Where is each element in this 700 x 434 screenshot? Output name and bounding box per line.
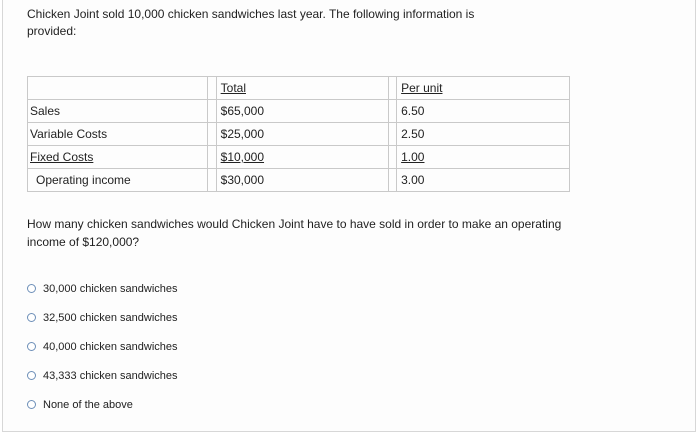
row-total-cell: [216, 146, 388, 169]
row-total: $10,000: [220, 150, 265, 164]
table-row: [28, 146, 570, 169]
row-per-unit: 3.00: [397, 169, 570, 192]
row-per-unit-cell: [397, 146, 570, 169]
answer-options: [27, 274, 178, 419]
row-total: $65,000: [216, 100, 388, 123]
header-per-unit: [397, 77, 570, 100]
row-total: $25,000: [216, 123, 388, 146]
row-label: Operating income: [28, 169, 208, 192]
radio-button[interactable]: [27, 313, 36, 322]
answer-option[interactable]: [27, 303, 178, 332]
header-total: [216, 77, 388, 100]
radio-button[interactable]: [27, 400, 36, 409]
answer-option[interactable]: [27, 332, 178, 361]
intro-text: Chicken Joint sold 10,000 chicken sandwiches last year. The following information is provided:: [27, 7, 475, 38]
row-label-cell: [28, 146, 208, 169]
radio-button[interactable]: [27, 342, 36, 351]
answer-option[interactable]: [27, 274, 178, 303]
answer-option-label: 43,333 chicken sandwiches: [43, 369, 178, 382]
header-per-unit-text: Per unit: [401, 81, 443, 95]
header-label-cell: [28, 77, 208, 100]
table-row: [28, 100, 570, 123]
table-row: [28, 123, 570, 146]
row-per-unit: 6.50: [397, 100, 570, 123]
table-row: [28, 169, 570, 192]
header-total-text: Total: [220, 81, 246, 95]
answer-option[interactable]: [27, 361, 178, 390]
radio-button[interactable]: [27, 284, 36, 293]
row-per-unit: 1.00: [401, 150, 425, 164]
row-total: $30,000: [216, 169, 388, 192]
answer-option-label: 32,500 chicken sandwiches: [43, 311, 178, 324]
row-label: Fixed Costs: [30, 150, 94, 164]
radio-button[interactable]: [27, 371, 36, 380]
row-label: Variable Costs: [28, 123, 208, 146]
question-panel: [2, 0, 696, 432]
table-header-row: [28, 77, 570, 100]
answer-option-label: None of the above: [43, 398, 133, 411]
answer-option-label: 30,000 chicken sandwiches: [43, 282, 178, 295]
row-per-unit: 2.50: [397, 123, 570, 146]
question-text: How many chicken sandwiches would Chicken Joint have to have sold in order to make an operating income of $120,000?: [27, 217, 562, 249]
answer-option[interactable]: [27, 390, 178, 419]
answer-option-label: 40,000 chicken sandwiches: [43, 340, 178, 353]
info-table: [27, 76, 570, 192]
row-label: Sales: [28, 100, 208, 123]
